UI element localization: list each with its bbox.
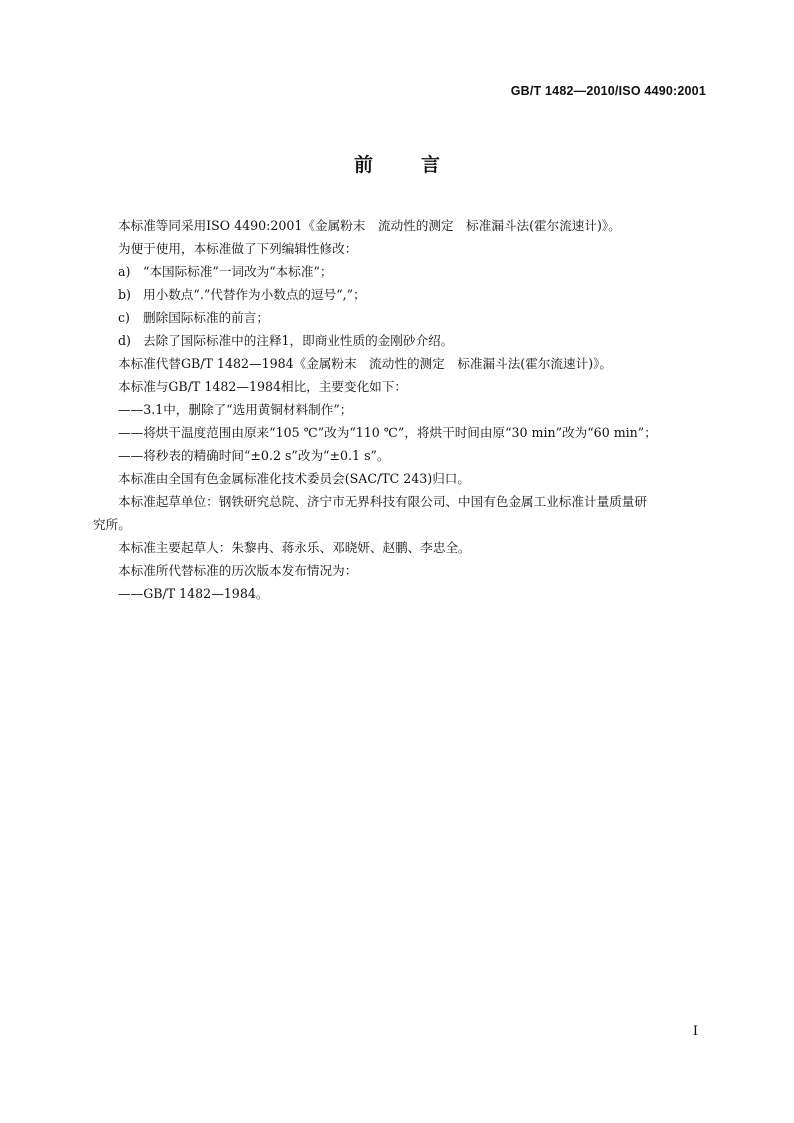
item-text: 去除了国际标准中的注释1，即商业性质的金刚砂介绍。 (143, 333, 454, 348)
committee-paragraph: 本标准由全国有色金属标准化技术委员会(SAC/TC 243)归口。 (118, 471, 470, 486)
item-text: 用小数点“.”代替作为小数点的逗号“,”； (143, 287, 366, 302)
edit-item-b (118, 283, 710, 306)
drafting-units-line2: 究所。 (93, 517, 131, 532)
item-text: 删除国际标准的前言； (143, 310, 269, 325)
adoption-paragraph: 本标准等同采用ISO 4490:2001《金属粉末 流动性的测定 标准漏斗法(霍尔流速计)》。 (118, 218, 621, 233)
change-item: ——将烘干温度范围由原来“105 ℃”改为“110 ℃”，将烘干时间由原“30 min”改为“60 min”； (118, 425, 657, 440)
item-marker: c) (118, 310, 130, 325)
edit-item-a (118, 260, 710, 283)
item-marker: a) (118, 264, 131, 279)
edit-item-c (118, 306, 710, 329)
drafting-units-line1: 本标准起草单位：钢铁研究总院、济宁市无界科技有限公司、中国有色金属工业标准计量质量研 (118, 494, 647, 509)
editions-intro-paragraph: 本标准所代替标准的历次版本发布情况为： (118, 563, 358, 578)
changes-intro-paragraph: 本标准与GB/T 1482—1984相比，主要变化如下： (118, 379, 407, 394)
change-item: ——将秒表的精确时间“±0.2 s”改为“±0.1 s”。 (118, 448, 390, 463)
change-item: ——3.1中，删除了“选用黄铜材料制作”； (118, 402, 353, 417)
body-text (93, 214, 710, 605)
item-marker: b) (118, 287, 131, 302)
standard-number: GB/T 1482—2010/ISO 4490:2001 (510, 84, 706, 98)
edit-intro-paragraph: 为便于使用，本标准做了下列编辑性修改： (118, 241, 358, 256)
edit-item-d (118, 329, 710, 352)
item-text: “本国际标准”一词改为“本标准”； (143, 264, 333, 279)
previous-edition-item: ——GB/T 1482—1984。 (118, 586, 269, 601)
page-number: I (692, 1024, 698, 1039)
replaces-paragraph: 本标准代替GB/T 1482—1984《金属粉末 流动性的测定 标准漏斗法(霍尔流速计)》。 (118, 356, 612, 371)
item-marker: d) (118, 333, 131, 348)
drafting-units-paragraph (93, 490, 710, 536)
drafters-paragraph: 本标准主要起草人：朱黎冉、蒋永乐、邓晓妍、赵鹏、李忠全。 (118, 540, 471, 555)
page-title: 前言 (353, 154, 488, 176)
